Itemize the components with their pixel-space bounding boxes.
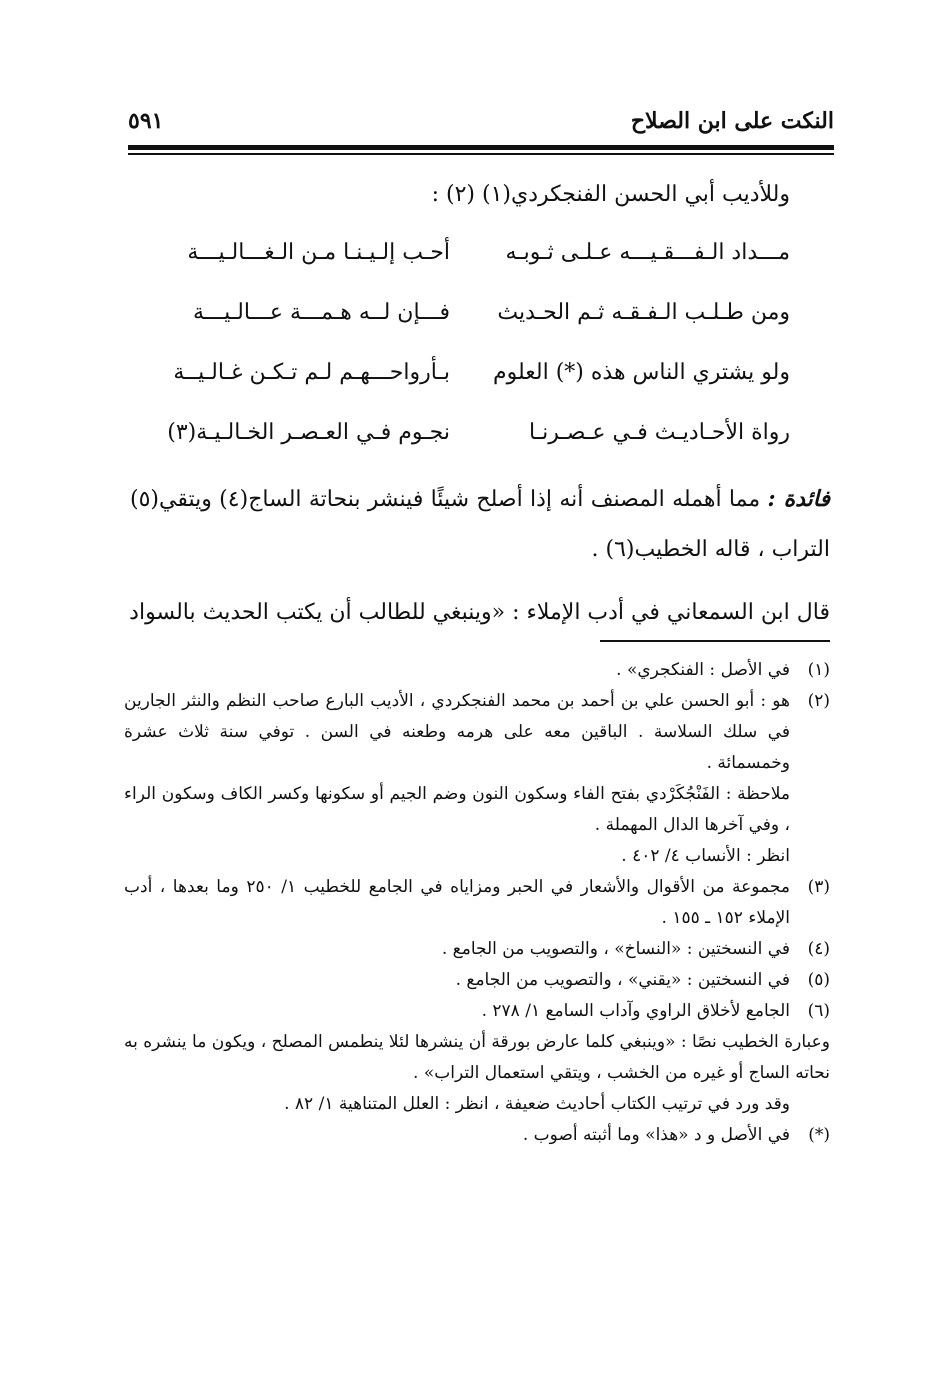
- footnote-number: (٢): [807, 691, 830, 711]
- verse-1-first: مـــداد الـفـــقـيـــه عـلـى ثـوبـه: [505, 240, 790, 265]
- footnote-star: [124, 1120, 830, 1151]
- footnote-2-ref: انظر : الأنساب ٤/ ٤٠٢ .: [621, 846, 790, 866]
- footnote-4: [124, 934, 830, 965]
- footnotes: [124, 655, 830, 1151]
- footnote-number: (٥): [807, 970, 830, 990]
- page-header: [128, 108, 834, 148]
- footnote-6: [124, 996, 830, 1027]
- footnote-text: الجامع لأخلاق الراوي وآداب السامع ١/ ٢٧٨ .: [481, 1001, 790, 1021]
- footnote-number: (٤): [807, 939, 830, 959]
- footnote-6-quote: وعبارة الخطيب نصًا : «وينبغي كلما عارض بورقة أن ينشرها لئلا ينطمس المصلح ، ويكون ما ينشره به نحاته الساج أو غيره من الخشب ، ويتقي استعمال التراب» .: [124, 1032, 830, 1083]
- footnote-number: (٦): [807, 1001, 830, 1021]
- footnote-number: (*): [808, 1125, 830, 1145]
- verse-2-first: ومن طـلـب الـفـقـه ثـم الحـديث: [497, 300, 790, 325]
- fawaid-paragraph: [130, 474, 830, 575]
- footnote-text: في النسختين : «النساخ» ، والتصويب من الجامع .: [441, 939, 790, 959]
- footnote-3: [124, 872, 830, 934]
- footnote-text: مجموعة من الأقوال والأشعار في الحبر ومزاياه في الجامع للخطيب ١/ ٢٥٠ وما بعدها ، أدب الإملاء ١٥٢ ـ ١٥٥ .: [124, 877, 790, 928]
- footnote-text: في الأصل و د «هذا» وما أثبته أصوب .: [522, 1125, 790, 1145]
- running-title: النكت على ابن الصلاح: [630, 108, 834, 134]
- verse-3-second: بـأرواحـــهـم لـم تـكـن غـالـيــة: [173, 360, 450, 385]
- samani-paragraph: قال ابن السمعاني في أدب الإملاء : «وينبغي للطالب أن يكتب الحديث بالسواد: [129, 600, 830, 625]
- footnote-number: (١): [807, 660, 830, 680]
- footnote-separator: [600, 640, 830, 642]
- verse-4-first: رواة الأحـاديـث فـي عـصـرنـا: [528, 420, 790, 445]
- poem-intro: وللأديب أبي الحسن الفنجكردي(١) (٢) :: [431, 182, 790, 207]
- footnote-text: في النسختين : «يقني» ، والتصويب من الجامع .: [455, 970, 790, 990]
- footnote-text: في الأصل : الفنكجري» .: [616, 660, 790, 680]
- verse-1-second: أحـب إلـيـنـا مـن الـغـــالـيـــة: [187, 240, 450, 265]
- footnote-1: [124, 655, 830, 686]
- header-rule-thick: [128, 145, 834, 150]
- footnote-2: [124, 686, 830, 779]
- page-number: ٥٩١: [128, 108, 164, 134]
- footnote-text: هو : أبو الحسن علي بن أحمد بن محمد الفنجكردي ، الأديب البارع صاحب النظم والنثر الجارين في سلك السلاسة . الباقين معه على هرمه وطعنه في السن . توفي سنة ثلاث عشرة وخمسمائة .: [124, 691, 790, 773]
- fawaid-text: مما أهمله المصنف أنه إذا أصلح شيئًا فينشر بنحاتة الساج(٤) ويتقي(٥) التراب ، قاله الخطيب(٦) .: [130, 487, 830, 562]
- verse-4-second: نجـوم فـي العـصـر الخـالـيـة(٣): [167, 420, 450, 445]
- footnote-number: (٣): [807, 877, 830, 897]
- verse-3-first: ولو يشتري الناس هذه (*) العلوم: [493, 360, 790, 385]
- header-rule-thin: [128, 153, 834, 155]
- footnote-6-extra: وقد ورد في ترتيب الكتاب أحاديث ضعيفة ، انظر : العلل المتناهية ١/ ٨٢ .: [284, 1094, 790, 1114]
- footnote-5: [124, 965, 830, 996]
- footnote-2-note: ملاحظة : الفَنْجُكَرْدي بفتح الفاء وسكون النون وضم الجيم أو سكونها وكسر الكاف وسكون الراء ، وفي آخرها الدال المهملة .: [124, 784, 790, 835]
- verse-2-second: فـــإن لــه هـمـــة عـــالـيـــة: [192, 300, 450, 325]
- fawaid-label: فائدة :: [767, 486, 831, 512]
